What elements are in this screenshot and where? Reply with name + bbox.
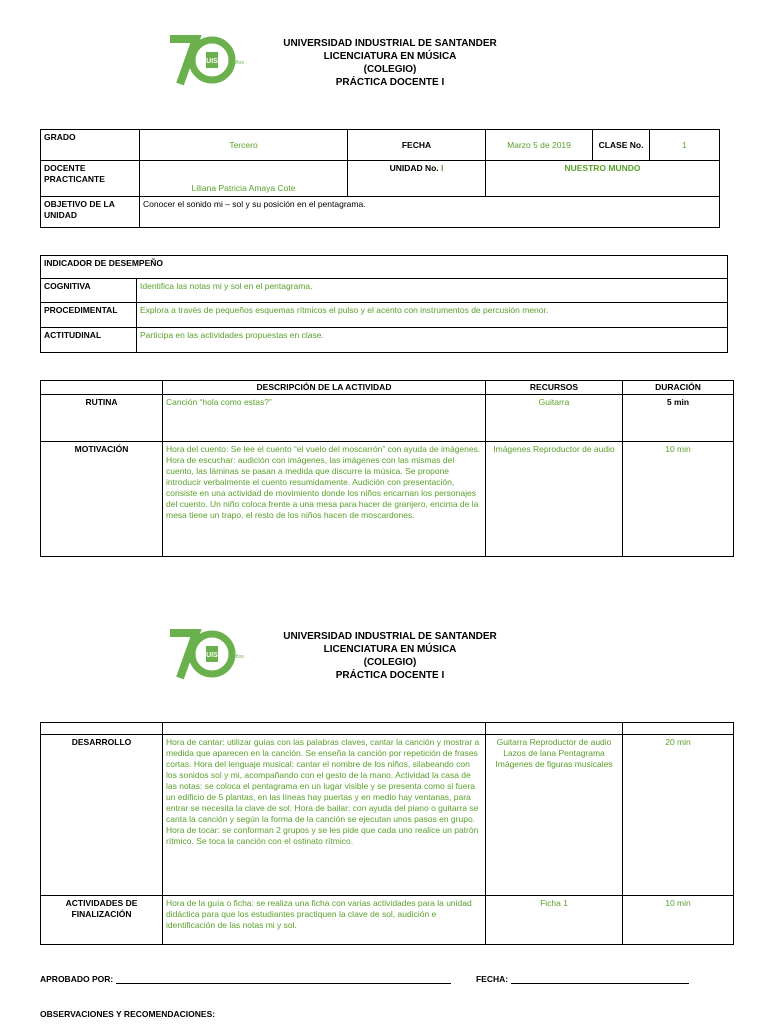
document-header	[170, 37, 610, 89]
grado-label: GRADO	[41, 130, 140, 161]
phase-finalizacion: ACTIVIDADES DE FINALIZACIÓN	[41, 896, 163, 945]
fecha-signature-line[interactable]	[511, 975, 689, 984]
description-rutina: Canción “hola como estas?”	[163, 395, 486, 442]
level-name: (COLEGIO)	[363, 64, 417, 75]
activities-table	[40, 380, 734, 557]
table-row	[41, 896, 734, 945]
course-name: PRÁCTICA DOCENTE I	[335, 77, 445, 88]
header-description: DESCRIPCIÓN DE LA ACTIVIDAD	[163, 381, 486, 395]
footer-fecha-label: FECHA:	[475, 974, 509, 984]
logo-anos-text: años	[233, 60, 244, 66]
table-row	[41, 395, 734, 442]
empty-header-cell	[623, 723, 734, 735]
phase-motivacion: MOTIVACIÓN	[41, 442, 163, 557]
observaciones-label: OBSERVACIONES Y RECOMENDACIONES:	[40, 1009, 216, 1019]
unidad-label: UNIDAD No.	[389, 163, 439, 173]
unidad-number: I	[441, 163, 444, 173]
approval-line	[40, 974, 689, 984]
fecha-label: FECHA	[348, 130, 486, 161]
table-row	[41, 442, 734, 557]
header-phase	[41, 381, 163, 395]
clase-label: CLASE No.	[593, 130, 650, 161]
level-name: (COLEGIO)	[363, 657, 417, 668]
description-desarrollo: Hora de cantar: utilizar guías con las palabras claves, cantar la canción y mostrar a medida que aparecen en la canción. Se enseña la canción por repetición de frases cortas. Hora del lenguaje musical: cantar el nombre de los niños, silabeando con los sonidos sol y mi, acompañando con el gesto de la mano. Actividad la casa de las notas: se coloca el pentagrama en un lugar visible y se presenta como si fuera un edificio de 5 plantas, en las líneas hay puertas y en medio hay ventanas, para entrar se necesita la clave de sol. Hora de bailar: con ayuda del piano o guitarra se canta la canción y según la forma de la canción se ejecutan unos pasos en grupo. Hora de tocar: se conforman 2 grupos y se les pide que cada uno realice un patrón rítmico. Se toca la canción con el ostinato rítmico.	[163, 735, 486, 896]
clase-value: 1	[650, 130, 720, 161]
university-name: UNIVERSIDAD INDUSTRIAL DE SANTANDER	[283, 631, 497, 642]
objetivo-value: Conocer el sonido mi – sol y su posición en el pentagrama.	[140, 197, 720, 228]
duration-finalizacion: 10 min	[623, 896, 734, 945]
cognitiva-value: Identifica las notas mi y sol en el pentagrama.	[137, 279, 728, 303]
indicador-title: INDICADOR DE DESEMPEÑO	[41, 256, 728, 279]
aprobado-label: APROBADO POR:	[40, 974, 114, 984]
duration-rutina: 5 min	[623, 395, 734, 442]
university-name: UNIVERSIDAD INDUSTRIAL DE SANTANDER	[283, 38, 497, 49]
logo-anos-text: años	[233, 654, 244, 660]
info-table	[40, 129, 720, 228]
course-name: PRÁCTICA DOCENTE I	[335, 670, 445, 681]
objetivo-label: OBJETIVO DE LA UNIDAD	[41, 197, 140, 228]
empty-header-cell	[486, 723, 623, 735]
procedimental-value: Explora a través de pequeños esquemas rítmicos el pulso y el acento con instrumentos de percusión menor.	[137, 303, 728, 328]
resources-desarrollo: Guitarra Reproductor de audio Lazos de lana Pentagrama Imágenes de figuras musicales	[486, 735, 623, 896]
table-row	[41, 735, 734, 896]
program-name: LICENCIATURA EN MÚSICA	[323, 51, 457, 62]
docente-value: Liliana Patricia Amaya Cote	[140, 161, 348, 197]
unidad-value: NUESTRO MUNDO	[486, 161, 720, 197]
resources-motivacion: Imágenes Reproductor de audio	[486, 442, 623, 557]
procedimental-label: PROCEDIMENTAL	[41, 303, 137, 328]
description-finalizacion: Hora de la guía o ficha: se realiza una ficha con varias actividades para la unidad didáctica para que los estudiantes practiquen la clave de sol, audición e identificación de las notas mi y sol.	[163, 896, 486, 945]
description-motivacion: Hora del cuento: Se lee el cuento “el vuelo del moscarrón” con ayuda de imágenes. Hora de escuchar: audición con imágenes, las imágenes con las mismas del cuento, las láminas se pasan a medida que discurre la música. Se propone introducir verbalmente el cuento resumidamente. Audición con presentación, consiste en una actividad de movimiento donde los niños encarnan los personajes del cuento. Un niño coloca frente a una mesa para hacer de granjero, encima de la mesa tiene un trapo, el resto de los niños hacen de moscardones.	[163, 442, 486, 557]
phase-rutina: RUTINA	[41, 395, 163, 442]
empty-header-cell	[41, 723, 163, 735]
activities-table-continued	[40, 722, 734, 945]
actitudinal-label: ACTITUDINAL	[41, 328, 137, 353]
duration-motivacion: 10 min	[623, 442, 734, 557]
unidad-cell	[348, 161, 486, 197]
header-resources: RECURSOS	[486, 381, 623, 395]
actitudinal-value: Participa en las actividades propuestas en clase.	[137, 328, 728, 353]
logo-uis-text: UIS	[206, 58, 218, 65]
logo-uis-text: UIS	[206, 652, 218, 659]
cognitiva-label: COGNITIVA	[41, 279, 137, 303]
fecha-value: Marzo 5 de 2019	[486, 130, 593, 161]
program-name: LICENCIATURA EN MÚSICA	[323, 644, 457, 655]
duration-desarrollo: 20 min	[623, 735, 734, 896]
indicador-table	[40, 255, 728, 353]
phase-desarrollo: DESARROLLO	[41, 735, 163, 896]
aprobado-signature-line[interactable]	[116, 975, 451, 984]
grado-value: Tercero	[140, 130, 348, 161]
header-duration: DURACIÓN	[623, 381, 734, 395]
empty-header-cell	[163, 723, 486, 735]
docente-label: DOCENTE PRACTICANTE	[41, 161, 140, 197]
resources-rutina: Guitarra	[486, 395, 623, 442]
document-header	[170, 630, 610, 682]
resources-finalizacion: Ficha 1	[486, 896, 623, 945]
